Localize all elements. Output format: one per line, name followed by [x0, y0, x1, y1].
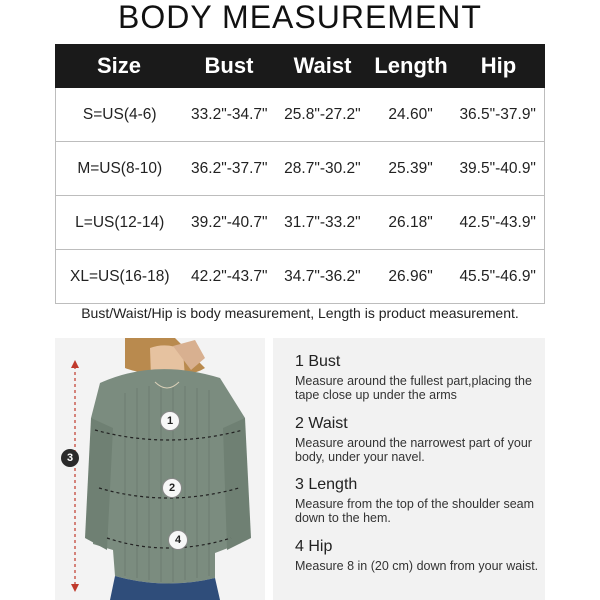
cell-length: 24.60" [388, 105, 433, 123]
cell-hip: 42.5"-43.9" [459, 213, 536, 231]
guide-item-waist [295, 415, 540, 464]
marker-4-badge: 4 [168, 530, 188, 550]
table-row [55, 88, 545, 142]
size-table [55, 44, 545, 304]
table-header [55, 44, 545, 88]
header-bust: Bust [204, 53, 254, 78]
table-row [55, 142, 545, 196]
table-row [55, 196, 545, 250]
marker-2-badge: 2 [162, 478, 182, 498]
cell-length: 26.18" [388, 213, 433, 231]
cell-bust: 36.2"-37.7" [191, 159, 268, 177]
guide-description: Measure 8 in (20 cm) down from your waist. [295, 559, 539, 573]
guide-item-bust [295, 353, 540, 402]
cell-size: S=US(4-6) [82, 105, 157, 123]
cell-hip: 39.5"-40.9" [459, 159, 536, 177]
guide-item-length [295, 476, 540, 525]
measurement-note: Bust/Waist/Hip is body measurement, Length is product measurement. [81, 305, 519, 321]
header-waist: Waist [293, 53, 352, 78]
header-length: Length [374, 53, 448, 78]
model-photo [55, 338, 265, 600]
guide-description: Measure from the top of the shoulder seam down to the hem. [295, 497, 535, 525]
header-size: Size [96, 53, 142, 78]
cell-bust: 42.2"-43.7" [191, 267, 268, 285]
cell-bust: 33.2"-34.7" [191, 105, 268, 123]
sweater-illustration [55, 338, 265, 600]
guide-heading: 2 Waist [295, 415, 348, 432]
cell-length: 26.96" [388, 267, 433, 285]
guide-heading: 1 Bust [295, 353, 341, 370]
marker-3-badge: 3 [61, 449, 79, 467]
cell-size: M=US(8-10) [77, 159, 163, 177]
guide-description: Measure around the fullest part,placing the tape close up under the arms [295, 374, 532, 402]
page-title: BODY MEASUREMENT [118, 0, 482, 35]
cell-hip: 45.5"-46.9" [459, 267, 536, 285]
cell-waist: 31.7"-33.2" [284, 213, 361, 231]
measurement-guide [273, 338, 545, 600]
table-row [55, 250, 545, 304]
guide-item-hip [295, 538, 540, 573]
cell-size: L=US(12-14) [75, 213, 165, 231]
cell-hip: 36.5"-37.9" [459, 105, 536, 123]
guide-heading: 3 Length [295, 476, 358, 493]
guide-description: Measure around the narrowest part of your body, under your navel. [295, 436, 532, 464]
cell-length: 25.39" [388, 159, 433, 177]
cell-waist: 25.8"-27.2" [284, 105, 361, 123]
cell-bust: 39.2"-40.7" [191, 213, 268, 231]
cell-waist: 34.7"-36.2" [284, 267, 361, 285]
cell-size: XL=US(16-18) [69, 267, 170, 285]
guide-heading: 4 Hip [295, 538, 333, 555]
header-hip: Hip [480, 53, 517, 78]
cell-waist: 28.7"-30.2" [284, 159, 361, 177]
marker-1-badge: 1 [160, 411, 180, 431]
